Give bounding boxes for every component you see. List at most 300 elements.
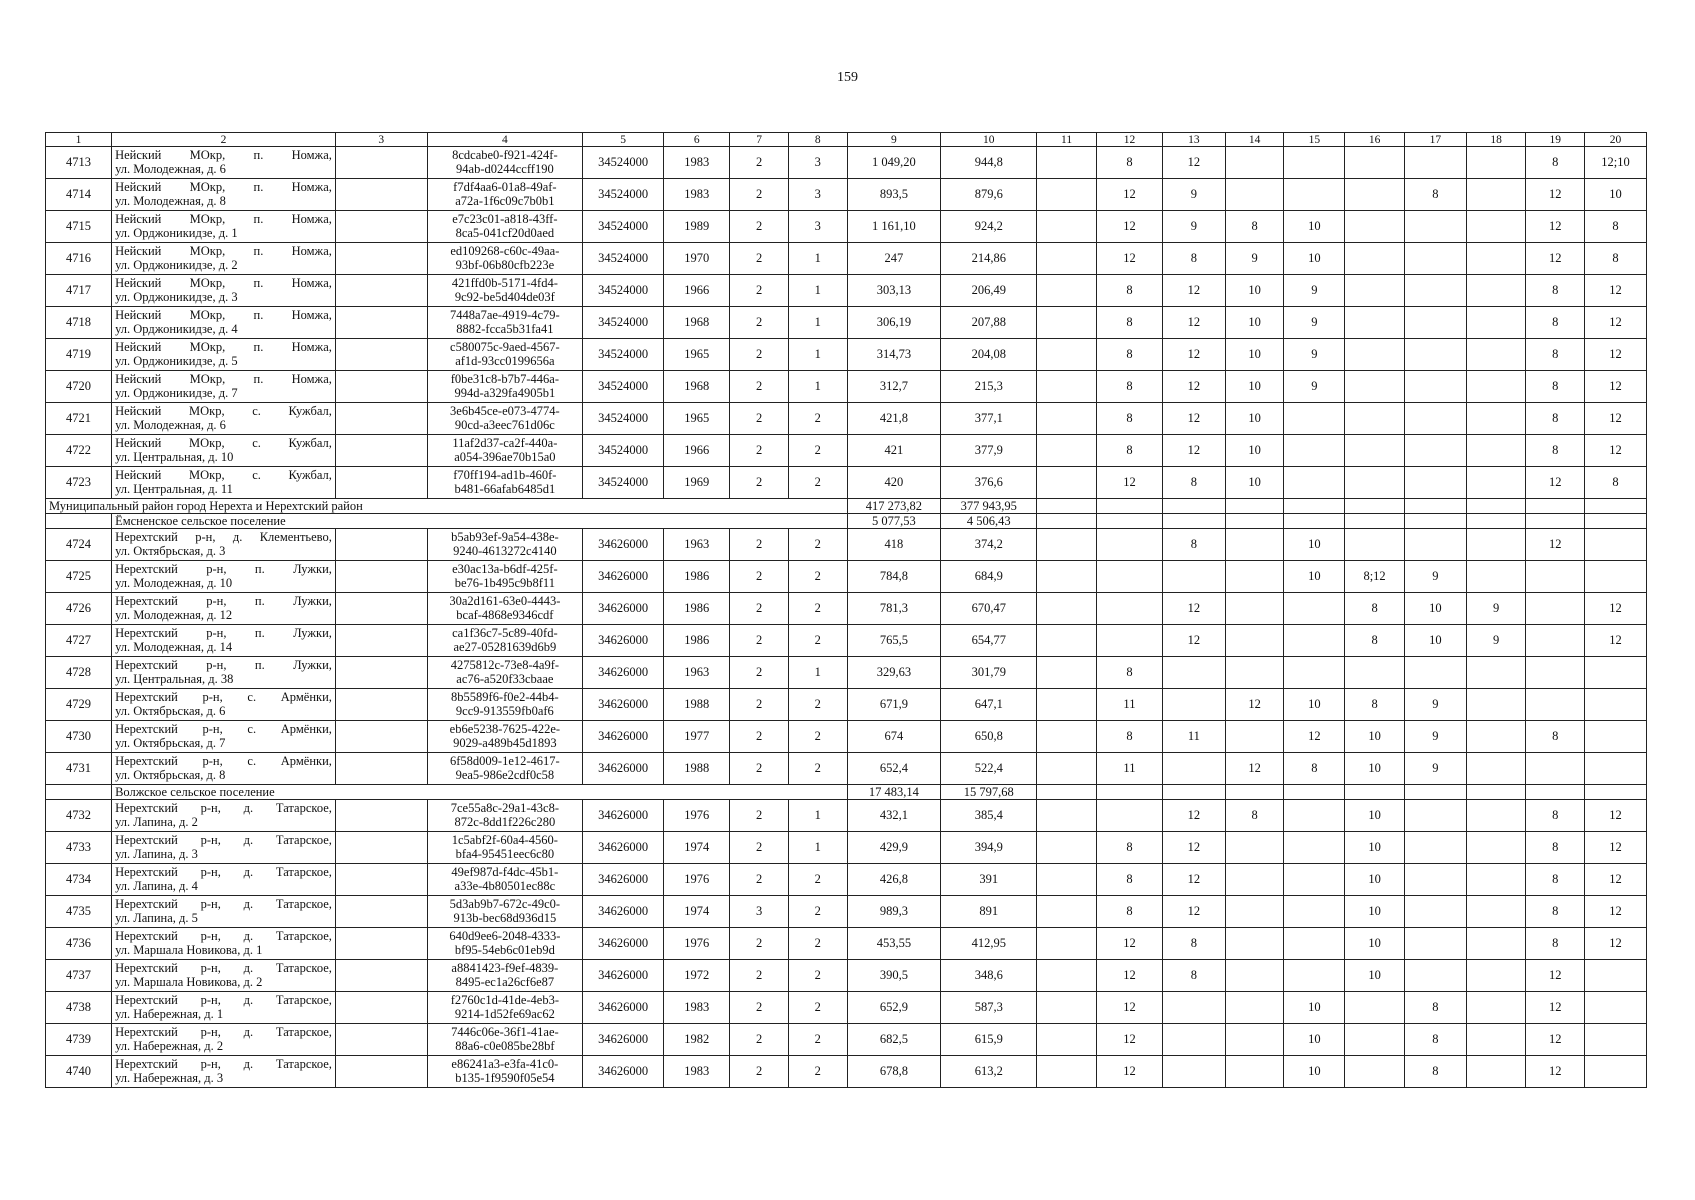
table-row (46, 529, 1647, 561)
column-6-cell: 1963 (664, 529, 730, 561)
address-word: д. (243, 897, 254, 911)
address-line-1 (115, 1026, 332, 1040)
column-9-cell: 674 (847, 721, 941, 753)
table-row (46, 179, 1647, 211)
guid-cell (427, 960, 583, 992)
column-14-cell (1225, 721, 1284, 753)
column-18-cell (1466, 753, 1526, 785)
address-line-1 (115, 755, 332, 769)
address-word: р-н, (202, 690, 223, 704)
address-word: д. (243, 961, 254, 975)
address-word: р-н, (206, 562, 227, 576)
column-17-cell (1404, 467, 1466, 499)
column-8-cell: 2 (788, 928, 847, 960)
address-cell (112, 928, 336, 960)
column-10-cell: 891 (941, 896, 1037, 928)
guid-line-1: a8841423-f9ef-4839- (451, 961, 559, 975)
column-8-cell: 2 (788, 467, 847, 499)
address-cell (112, 800, 336, 832)
column-7-cell: 2 (730, 403, 789, 435)
column-15-cell: 9 (1284, 307, 1345, 339)
blank-cell (1345, 514, 1405, 529)
column-9-cell: 989,3 (847, 896, 941, 928)
column-11-cell (1037, 832, 1097, 864)
column-5-cell: 34524000 (583, 403, 664, 435)
column-8-cell: 1 (788, 832, 847, 864)
column-7-cell: 2 (730, 307, 789, 339)
column-11-cell (1037, 1056, 1097, 1088)
column-18-cell (1466, 992, 1526, 1024)
address-cell (112, 307, 336, 339)
address-line-1 (115, 437, 332, 451)
address-word: Нерехтский (115, 801, 178, 815)
guid-line-1: e86241a3-e3fa-41c0- (451, 1057, 559, 1071)
address-line-1 (115, 531, 332, 545)
blank-cell (1037, 499, 1097, 514)
column-15-cell (1284, 864, 1345, 896)
address-word: р-н, (200, 929, 221, 943)
column-3-cell (335, 1024, 427, 1056)
column-19-cell: 8 (1526, 832, 1585, 864)
column-14-cell (1225, 992, 1284, 1024)
column-9-cell: 682,5 (847, 1024, 941, 1056)
column-17-cell: 9 (1404, 753, 1466, 785)
address-line-1 (115, 1058, 332, 1072)
column-6-cell: 1976 (664, 800, 730, 832)
column-12-cell: 8 (1096, 721, 1162, 753)
column-19-cell: 12 (1526, 992, 1585, 1024)
row-number: 4727 (46, 625, 112, 657)
table-row (46, 467, 1647, 499)
column-7-cell: 2 (730, 657, 789, 689)
column-17-cell (1404, 435, 1466, 467)
column-12-cell (1096, 529, 1162, 561)
table-row (46, 1056, 1647, 1088)
address-word: Татарское, (275, 897, 332, 911)
address-line-2: ул. Молодежная, д. 12 (115, 607, 233, 622)
column-6-cell: 1968 (664, 307, 730, 339)
column-13-cell: 12 (1162, 593, 1225, 625)
guid-line-2: 88a6-c0e085be28bf (455, 1038, 555, 1053)
guid-line-2: 9029-a489b45d1893 (453, 735, 557, 750)
column-9-cell: 1 049,20 (847, 147, 941, 179)
blank-cell (1096, 785, 1162, 800)
guid-line-2: 90cd-a3eec761d06c (454, 417, 555, 432)
address-line-1 (115, 341, 332, 355)
column-12-cell: 8 (1096, 896, 1162, 928)
address-word: п. (253, 148, 264, 162)
column-13-cell: 12 (1162, 403, 1225, 435)
column-7-cell: 2 (730, 800, 789, 832)
column-10-cell: 684,9 (941, 561, 1037, 593)
column-9-cell: 453,55 (847, 928, 941, 960)
blank-cell (46, 785, 112, 800)
column-9-cell: 678,8 (847, 1056, 941, 1088)
address-line-2: ул. Лапина, д. 3 (115, 846, 198, 861)
address-word: п. (253, 244, 264, 258)
address-word: МОкр, (189, 180, 226, 194)
column-15-cell: 8 (1284, 753, 1345, 785)
column-13-cell (1162, 657, 1225, 689)
column-18-cell (1466, 928, 1526, 960)
column-6-cell: 1983 (664, 179, 730, 211)
column-20-cell: 12 (1585, 864, 1647, 896)
guid-line-2: 8495-ec1a26cf6e87 (455, 974, 555, 989)
column-12-cell: 12 (1096, 243, 1162, 275)
column-16-cell: 8 (1345, 689, 1405, 721)
column-13-cell: 12 (1162, 307, 1225, 339)
address-word: МОкр, (189, 308, 226, 322)
guid-cell (427, 1056, 583, 1088)
column-14-cell (1225, 928, 1284, 960)
column-number: 19 (1526, 133, 1585, 147)
column-11-cell (1037, 529, 1097, 561)
column-9-cell: 420 (847, 467, 941, 499)
column-10-cell: 522,4 (941, 753, 1037, 785)
guid-cell (427, 179, 583, 211)
column-20-cell: 12 (1585, 371, 1647, 403)
column-19-cell (1526, 625, 1585, 657)
column-10-cell: 207,88 (941, 307, 1037, 339)
guid-cell (427, 896, 583, 928)
address-word: Нерехтский (115, 929, 178, 943)
column-16-cell: 8 (1345, 625, 1405, 657)
address-word: р-н, (200, 961, 221, 975)
column-14-cell (1225, 561, 1284, 593)
table-row (46, 753, 1647, 785)
column-9-cell: 421 (847, 435, 941, 467)
column-12-cell: 8 (1096, 339, 1162, 371)
guid-cell (427, 561, 583, 593)
column-19-cell (1526, 689, 1585, 721)
column-13-cell: 12 (1162, 896, 1225, 928)
column-7-cell: 2 (730, 928, 789, 960)
column-6-cell: 1986 (664, 561, 730, 593)
address-word: р-н, (206, 658, 227, 672)
table-row (46, 689, 1647, 721)
column-5-cell: 34626000 (583, 896, 664, 928)
column-6-cell: 1983 (664, 992, 730, 1024)
address-word: п. (253, 180, 264, 194)
column-16-cell (1345, 1056, 1405, 1088)
column-5-cell: 34524000 (583, 435, 664, 467)
guid-line-2: bfa4-95451eec6c80 (455, 846, 555, 861)
column-19-cell: 8 (1526, 403, 1585, 435)
column-5-cell: 34524000 (583, 275, 664, 307)
column-16-cell: 10 (1345, 753, 1405, 785)
column-11-cell (1037, 211, 1097, 243)
column-5-cell: 34524000 (583, 371, 664, 403)
column-9-cell: 390,5 (847, 960, 941, 992)
guid-line-1: f2760c1d-41de-4eb3- (450, 993, 560, 1007)
column-13-cell: 8 (1162, 467, 1225, 499)
table-row (46, 275, 1647, 307)
column-14-cell (1225, 625, 1284, 657)
column-11-cell (1037, 275, 1097, 307)
column-3-cell (335, 403, 427, 435)
column-8-cell: 2 (788, 896, 847, 928)
address-cell (112, 960, 336, 992)
column-7-cell: 2 (730, 1024, 789, 1056)
address-line-1 (115, 691, 332, 705)
column-6-cell: 1982 (664, 1024, 730, 1056)
address-word: Лужки, (293, 594, 332, 608)
address-word: р-н, (200, 993, 221, 1007)
column-19-cell: 8 (1526, 339, 1585, 371)
row-number: 4734 (46, 864, 112, 896)
address-line-2: ул. Набережная, д. 3 (115, 1070, 224, 1085)
column-15-cell (1284, 435, 1345, 467)
guid-cell (427, 832, 583, 864)
column-20-cell: 12 (1585, 403, 1647, 435)
column-14-cell (1225, 529, 1284, 561)
address-line-2: ул. Лапина, д. 5 (115, 910, 198, 925)
address-cell (112, 275, 336, 307)
column-11-cell (1037, 339, 1097, 371)
column-9-cell: 306,19 (847, 307, 941, 339)
address-word: Нерехтский (115, 594, 178, 608)
column-15-cell (1284, 179, 1345, 211)
settlement-total-row (46, 785, 1647, 800)
address-word: Номжа, (291, 372, 332, 386)
address-word: Нерехтский (115, 658, 178, 672)
row-number: 4722 (46, 435, 112, 467)
blank-cell (1162, 499, 1225, 514)
address-word: Нерехтский (115, 993, 178, 1007)
column-8-cell: 1 (788, 307, 847, 339)
address-word: Нерехтский (115, 722, 178, 736)
column-8-cell: 2 (788, 992, 847, 1024)
address-line-2: ул. Центральная, д. 11 (115, 481, 233, 496)
address-word: р-н, (206, 626, 227, 640)
column-20-cell: 12 (1585, 832, 1647, 864)
column-14-cell: 10 (1225, 371, 1284, 403)
address-cell (112, 211, 336, 243)
address-line-1 (115, 723, 332, 737)
address-word: Нерехтский (115, 833, 178, 847)
row-number: 4737 (46, 960, 112, 992)
address-word: р-н, (200, 1025, 221, 1039)
column-18-cell (1466, 1056, 1526, 1088)
address-word: Татарское, (275, 865, 332, 879)
address-cell (112, 467, 336, 499)
guid-line-1: 11af2d37-ca2f-440a- (452, 436, 558, 450)
column-15-cell: 12 (1284, 721, 1345, 753)
column-17-cell (1404, 928, 1466, 960)
column-6-cell: 1986 (664, 625, 730, 657)
column-8-cell: 2 (788, 561, 847, 593)
column-17-cell: 8 (1404, 992, 1466, 1024)
column-15-cell (1284, 593, 1345, 625)
column-number: 13 (1162, 133, 1225, 147)
address-cell (112, 689, 336, 721)
guid-cell (427, 147, 583, 179)
column-16-cell (1345, 339, 1405, 371)
column-number: 12 (1096, 133, 1162, 147)
column-14-cell (1225, 147, 1284, 179)
column-16-cell: 10 (1345, 928, 1405, 960)
column-9-cell: 314,73 (847, 339, 941, 371)
column-9-cell: 426,8 (847, 864, 941, 896)
column-7-cell: 2 (730, 992, 789, 1024)
column-14-cell (1225, 896, 1284, 928)
address-word: р-н, (200, 833, 221, 847)
column-8-cell: 2 (788, 1056, 847, 1088)
column-8-cell: 2 (788, 960, 847, 992)
column-17-cell (1404, 307, 1466, 339)
address-line-1 (115, 930, 332, 944)
guid-line-2: af1d-93cc0199656a (455, 353, 555, 368)
column-15-cell (1284, 625, 1345, 657)
address-word: д. (232, 530, 243, 544)
address-word: Армёнки, (280, 754, 332, 768)
column-12-cell (1096, 561, 1162, 593)
column-15-cell: 10 (1284, 1056, 1345, 1088)
address-cell (112, 339, 336, 371)
column-8-cell: 2 (788, 753, 847, 785)
row-number: 4724 (46, 529, 112, 561)
column-6-cell: 1972 (664, 960, 730, 992)
column-17-cell (1404, 832, 1466, 864)
column-8-cell: 2 (788, 1024, 847, 1056)
address-word: р-н, (206, 594, 227, 608)
column-15-cell (1284, 928, 1345, 960)
column-16-cell (1345, 371, 1405, 403)
column-16-cell (1345, 243, 1405, 275)
column-20-cell (1585, 689, 1647, 721)
column-5-cell: 34626000 (583, 832, 664, 864)
address-line-2: ул. Маршала Новикова, д. 1 (115, 942, 263, 957)
living-area-cell: 15 797,68 (941, 785, 1037, 800)
column-20-cell (1585, 529, 1647, 561)
column-16-cell (1345, 467, 1405, 499)
column-3-cell (335, 753, 427, 785)
guid-line-1: 7ce55a8c-29a1-43c8- (450, 801, 559, 815)
blank-cell (1466, 785, 1526, 800)
blank-cell (1404, 514, 1466, 529)
column-10-cell: 348,6 (941, 960, 1037, 992)
column-11-cell (1037, 657, 1097, 689)
address-word: Нерехтский (115, 530, 178, 544)
address-line-2: ул. Молодежная, д. 6 (115, 417, 226, 432)
column-7-cell: 2 (730, 529, 789, 561)
column-20-cell (1585, 561, 1647, 593)
guid-line-1: 640d9ee6-2048-4333- (449, 929, 561, 943)
address-word: Татарское, (275, 1025, 332, 1039)
column-number: 8 (788, 133, 847, 147)
table-row (46, 1024, 1647, 1056)
address-cell (112, 753, 336, 785)
column-5-cell: 34626000 (583, 864, 664, 896)
column-16-cell (1345, 403, 1405, 435)
address-cell (112, 1056, 336, 1088)
address-cell (112, 1024, 336, 1056)
column-9-cell: 429,9 (847, 832, 941, 864)
column-8-cell: 3 (788, 179, 847, 211)
column-13-cell (1162, 1056, 1225, 1088)
address-line-2: ул. Октябрьская, д. 6 (115, 703, 226, 718)
address-line-2: ул. Лапина, д. 2 (115, 814, 198, 829)
table-row (46, 832, 1647, 864)
row-number: 4732 (46, 800, 112, 832)
column-16-cell (1345, 657, 1405, 689)
column-14-cell (1225, 657, 1284, 689)
column-17-cell: 8 (1404, 1056, 1466, 1088)
address-word: Лужки, (293, 658, 332, 672)
column-11-cell (1037, 561, 1097, 593)
column-7-cell: 2 (730, 371, 789, 403)
address-word: МОкр, (189, 276, 226, 290)
column-19-cell: 8 (1526, 147, 1585, 179)
address-line-1 (115, 213, 332, 227)
table-row (46, 960, 1647, 992)
column-19-cell (1526, 593, 1585, 625)
address-word: МОкр, (189, 148, 226, 162)
column-15-cell (1284, 832, 1345, 864)
blank-cell (1037, 785, 1097, 800)
blank-cell (1037, 514, 1097, 529)
column-3-cell (335, 992, 427, 1024)
column-11-cell (1037, 593, 1097, 625)
column-15-cell (1284, 657, 1345, 689)
column-12-cell: 8 (1096, 307, 1162, 339)
address-word: МОкр, (189, 372, 226, 386)
row-number: 4716 (46, 243, 112, 275)
column-5-cell: 34626000 (583, 1024, 664, 1056)
guid-cell (427, 467, 583, 499)
column-7-cell: 2 (730, 960, 789, 992)
guid-cell (427, 864, 583, 896)
address-word: МОкр, (188, 436, 225, 450)
address-line-2: ул. Октябрьская, д. 7 (115, 735, 226, 750)
column-9-cell: 1 161,10 (847, 211, 941, 243)
column-8-cell: 3 (788, 211, 847, 243)
column-16-cell (1345, 529, 1405, 561)
guid-line-1: 7448a7ae-4919-4c79- (450, 308, 560, 322)
column-10-cell: 377,1 (941, 403, 1037, 435)
column-5-cell: 34626000 (583, 561, 664, 593)
column-7-cell: 2 (730, 689, 789, 721)
address-line-1 (115, 405, 332, 419)
column-14-cell: 12 (1225, 753, 1284, 785)
column-11-cell (1037, 896, 1097, 928)
column-10-cell: 377,9 (941, 435, 1037, 467)
column-5-cell: 34524000 (583, 179, 664, 211)
table-row (46, 147, 1647, 179)
address-word: д. (243, 833, 254, 847)
column-7-cell: 2 (730, 467, 789, 499)
row-number: 4715 (46, 211, 112, 243)
column-14-cell (1225, 1056, 1284, 1088)
column-10-cell: 924,2 (941, 211, 1037, 243)
address-word: д. (243, 801, 254, 815)
column-3-cell (335, 689, 427, 721)
blank-cell (1466, 514, 1526, 529)
settlement-label: Ёмсненское сельское поселение (112, 514, 847, 529)
column-8-cell: 2 (788, 593, 847, 625)
address-cell (112, 832, 336, 864)
column-7-cell: 2 (730, 179, 789, 211)
column-17-cell: 9 (1404, 721, 1466, 753)
column-14-cell (1225, 864, 1284, 896)
blank-cell (1526, 785, 1585, 800)
table-row (46, 992, 1647, 1024)
guid-line-1: f0be31c8-b7b7-446a- (450, 372, 560, 386)
column-12-cell: 11 (1096, 689, 1162, 721)
column-12-cell: 8 (1096, 371, 1162, 403)
address-word: Нейский (115, 244, 162, 258)
column-6-cell: 1988 (664, 753, 730, 785)
